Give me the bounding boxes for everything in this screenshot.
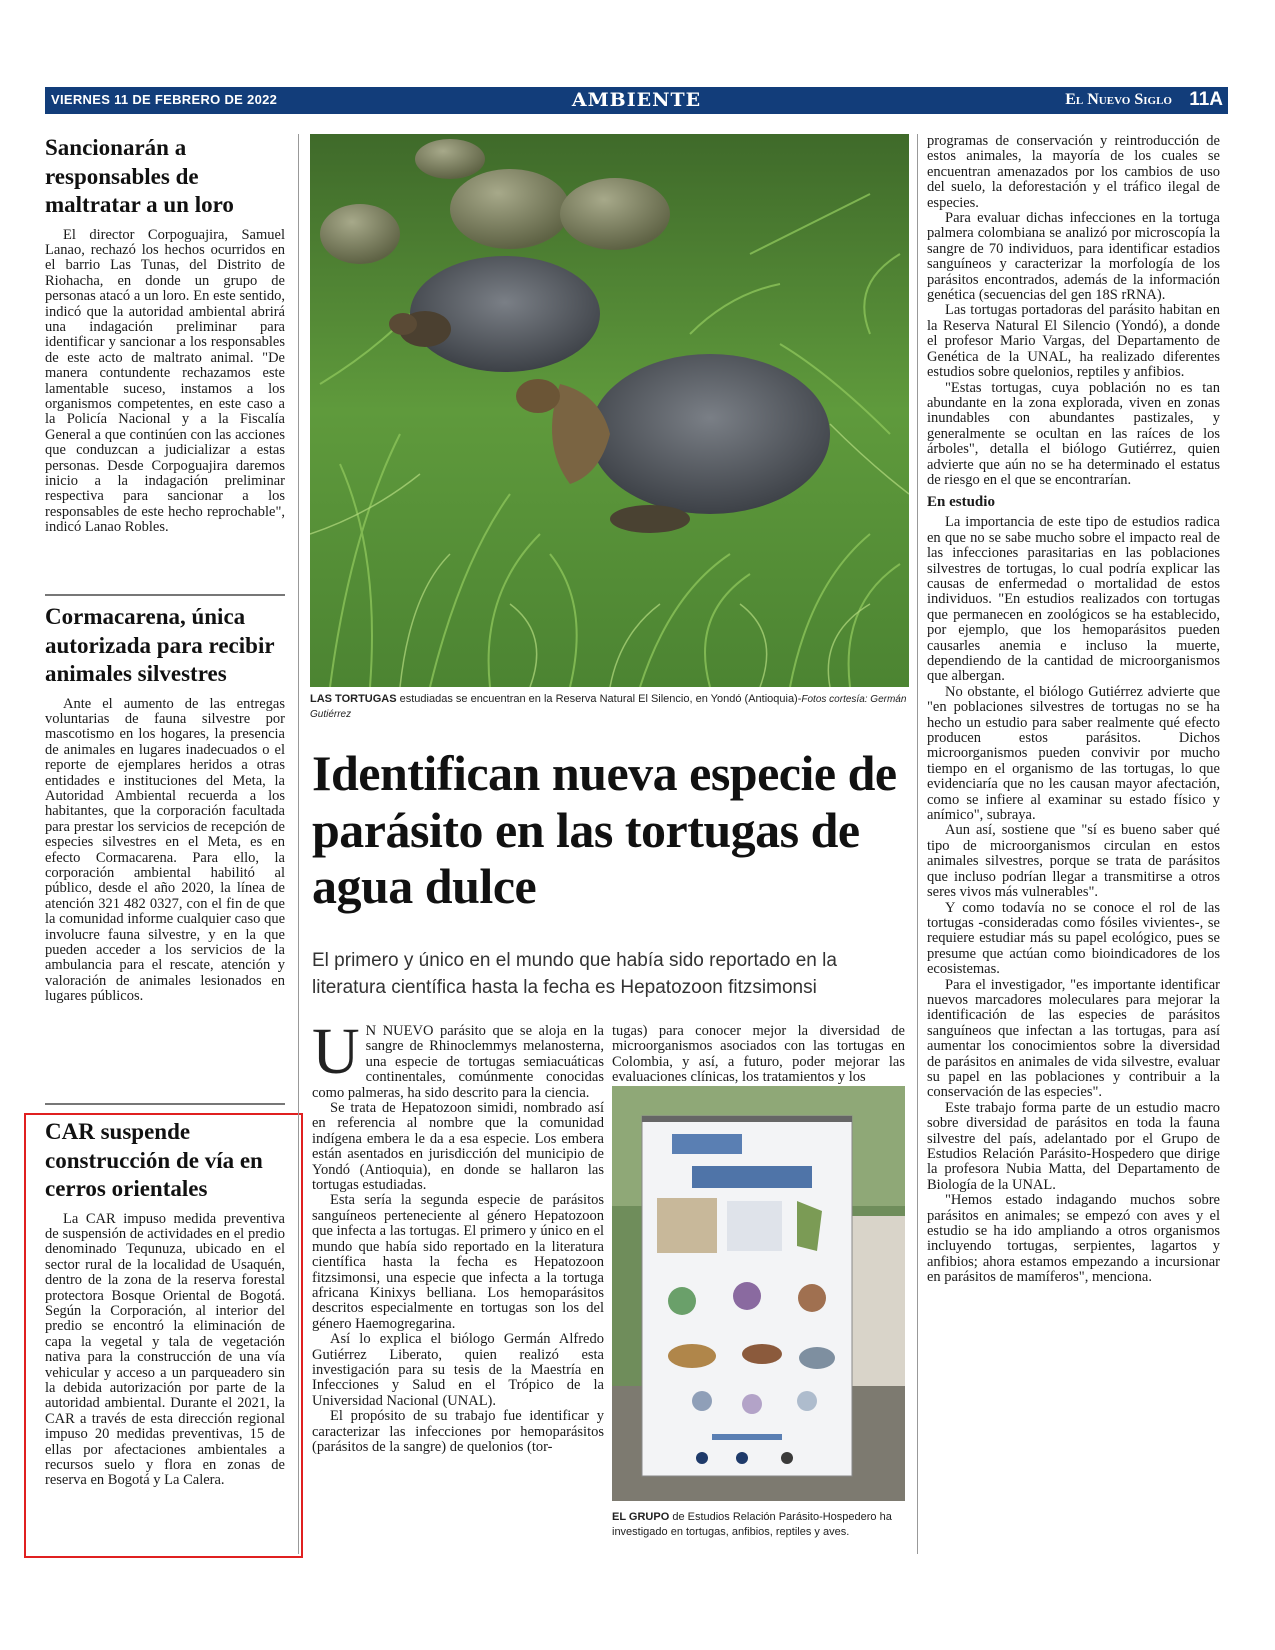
- article-paragraph: "Estas tortugas, cuya población no es tan abundante en la zona explorada, viven en zonas inundables con abundantes pastizales, y generalmente se ocultan en las raíces de los árboles", detalla el biólogo Gutiérrez, quien advierte que aún no se ha determinado el estatus de riesgo en el que se encontrarían.: [927, 379, 1220, 488]
- page-header: [45, 87, 1228, 114]
- article-paragraph: Para el investigador, "es importante identificar nuevos marcadores moleculares para mejorar la identificación de las especies de parásitos sanguíneos que infectan a las tortugas, para así aumentar los conocimientos sobre la diversidad de parásitos en animales de vida silvestre, evaluar su papel en las poblaciones y contribuir a la conservación de las especies".: [927, 976, 1220, 1101]
- column-divider: [917, 134, 918, 1554]
- group-photo: [612, 1086, 905, 1501]
- article-paragraph: El propósito de su trabajo fue identificar y caracterizar las infecciones por hemoparásitos (parásitos de la sangre) de quelonios (tor-: [312, 1408, 604, 1455]
- brief-title: CAR suspende construcción de vía en cerros orientales: [45, 1119, 263, 1201]
- newspaper-name: El Nuevo Siglo: [1065, 91, 1172, 108]
- highlight-frame: [24, 1113, 303, 1558]
- article-paragraph: Las tortugas portadoras del parásito habitan en la Reserva Natural El Silencio (Yondó), a donde el profesor Mario Vargas, del Departamento de Genética de la UNAL, ha realizado diferentes estudios sobre quelonios, reptiles y anfibios.: [927, 302, 1220, 381]
- column-divider: [298, 134, 299, 1554]
- divider: [45, 594, 285, 596]
- article-column-2: [612, 1024, 905, 1086]
- page-number: 11A: [1189, 89, 1223, 110]
- article-paragraph: Aun así, sostiene que "sí es bueno saber qué tipo de microorganismos circulan en estos animales silvestres, porque se trata de parásitos que incluso podrían llegar a transmitirse a otros seres vivos más vulnerables".: [927, 822, 1220, 901]
- turtles-photo: [310, 134, 909, 687]
- main-photo-caption: [310, 692, 910, 722]
- article-column-3: [927, 134, 1220, 1286]
- group-photo-caption: [612, 1510, 904, 1540]
- caption-credit: Fotos cortesía: Germán Gutiérrez: [310, 694, 907, 720]
- caption-lead: LAS TORTUGAS: [310, 693, 397, 705]
- lead-text: N NUEVO parásito que se aloja en la sangre de Rhinoclemmys melanosterna, una especie de tortugas semiacuáticas continentales, comúnmente conocidas como palmeras, ha sido descrito para la ciencia.: [312, 1023, 604, 1101]
- article-paragraph: [312, 1015, 604, 1101]
- article-headline: Identifican nueva especie de parásito en las tortugas de agua dulce: [312, 745, 897, 914]
- article-paragraph: Y como todavía no se conoce el rol de las tortugas -consideradas como fósiles vivientes-, se requiere estudiar más su papel ecológico, pues se presume que actúan como bioindicadores de los ecosistemas.: [927, 899, 1220, 978]
- brief-body: Ante el aumento de las entregas voluntarias de fauna silvestre por mascotismo en los hogares, la presencia de animales en lugares inadecuados o el reporte de ejemplares heridos a otras entidades e instituciones del Meta, la Autoridad Ambiental recuerda a los habitantes, que la corporación facultada para prestar los servicios de recepción de especies silvestres en el Meta, es en efecto Cormacarena. Para ello, la corporación ambiental habilitó al público, desde el año 2020, la línea de atención 321 482 0327, con el fin de que la comunidad informe cualquier caso que involucre fauna silvestre, y en la que pueden acceder a los servicios de la ambulancia para el rescate, atención y valoración de animales lesionados en lugares públicos.: [45, 695, 285, 1005]
- article-paragraph: La importancia de este tipo de estudios radica en que no se sabe mucho sobre el impacto real de las infecciones parasitarias en las poblaciones silvestres de tortugas, lo cual podría explicar las causas de enfermedad o mortalidad de estos individuos. "En estudios realizados con tortugas que permanecen en zoológicos se ha establecido, por ejemplo, que los hemoparásitos pueden causarles anemia e incluso la muerte, dependiendo de la cantidad de microorganismos que albergan.: [927, 514, 1220, 685]
- turtles-illustration: [310, 134, 909, 687]
- poster-illustration: [612, 1086, 905, 1501]
- caption-text: estudiadas se encuentran en la Reserva Natural El Silencio, en Yondó (Antioquia)-: [396, 693, 802, 705]
- drop-cap: U: [312, 1015, 360, 1088]
- article-paragraph: Para evaluar dichas infecciones en la tortuga palmera colombiana se analizó por microscopía la sangre de 70 individuos, para identificar estadios sanguíneos y caracterizar la morfología de los parásitos encontrados, además de la información genética (secuencias del gen 18S rRNA).: [927, 210, 1220, 304]
- brief-loro: [45, 134, 285, 536]
- article-paragraph: tugas) para conocer mejor la diversidad de microorganismos asociados con las tortugas en Colombia, y así, a futuro, poder mejorar las evaluaciones clínicas, los tratamientos y los: [612, 1023, 905, 1086]
- section-subtitle: En estudio: [927, 494, 995, 511]
- brief-body: La CAR impuso medida preventiva de suspensión de actividades en el predio denominado Tequnuza, ubicado en el sector rural de la localidad de Usaquén, dentro de la zona de la reserva forestal protectora Bosque Oriental de Bogotá. Según la Corporación, al interior del predio se encontró la eliminación de capa la vegetal y tala de vegetación nativa para la construcción de una vía vehicular y acceso a un parqueadero sin la debida autorización por parte de la autoridad ambiental. Durante el 2021, la CAR a través de esta dirección regional impuso 20 medidas preventivas, 15 de ellas por afectaciones ambientales a recursos suelo y flora en zonas de reserva en Bogotá y La Calera.: [45, 1210, 285, 1489]
- brief-cormacarena: [45, 603, 285, 1005]
- brief-body: El director Corpoguajira, Samuel Lanao, rechazó los hechos ocurridos en el barrio Las Tunas, del Distrito de Riohacha, en donde un grupo de personas atacó a un loro. En este sentido, indicó que la autoridad ambiental abrirá una indagación preliminar para identificar y sancionar a los responsables de este acto de maltrato animal. "De manera contundente rechazamos este lamentable suceso, instamos a los organismos competentes, en este caso a la Policía Nacional y a la Fiscalía General a que continúen con las acciones que conduzcan a judicializar a estas personas. Desde Corpoguajira daremos inicio a la indagación preliminar respectiva para sancionar a los responsables de este hecho reprochable", indicó Lanao Robles.: [45, 226, 285, 536]
- brief-title: Sancionarán a responsables de maltratar a un loro: [45, 135, 234, 217]
- divider: [45, 1103, 285, 1105]
- caption-text: de Estudios Relación Parásito-Hospedero ha investigado en tortugas, anfibios, reptiles y aves.: [612, 1511, 892, 1538]
- brief-title: Cormacarena, única autorizada para recibir animales silvestres: [45, 604, 275, 686]
- article-paragraph: Este trabajo forma parte de un estudio macro sobre diversidad de parásitos en toda la fauna silvestre del país, adelantado por el Grupo de Estudios Relación Parásito-Hospedero que dirige la profesora Nubia Matta, del Departamento de Biología de la UNAL.: [927, 1099, 1220, 1193]
- caption-lead: EL GRUPO: [612, 1511, 670, 1523]
- article-paragraph: No obstante, el biólogo Gutiérrez advierte que "en poblaciones silvestres de tortugas no se ha hecho un estudio para saber realmente qué efecto producen estos parásitos. Dichos microorganismos pueden convivir por mucho tiempo en el organismo de las tortugas, lo que evidenciaría que no les causan mayor afectación, como se infiere al examinar su estado físico y anímico", subraya.: [927, 683, 1220, 824]
- article-paragraph: Esta sería la segunda especie de parásitos sanguíneos perteneciente al género Hepatozoon que infecta a las tortugas. El primero y único en el mundo que había sido reportado en la literatura científica hasta la fecha es Hepatozoon fitzsimonsi, una especie que infecta a la tortuga africana Kinixys belliana. Los hemoparásitos descritos especialmente en tortugas son los del género Haemogregarina.: [312, 1192, 604, 1332]
- article-subhead: El primero y único en el mundo que había sido reportado en la literatura científica hasta la fecha es Hepatozoon fitzsimonsi: [312, 950, 837, 998]
- issue-date: VIERNES 11 DE FEBRERO DE 2022: [51, 92, 278, 107]
- article-paragraph: programas de conservación y reintroducción de estos animales, la mayoría de los cuales se encuentran amenazados por los cambios de uso del suelo, la deforestación y el tráfico ilegal de especies.: [927, 133, 1220, 211]
- article-paragraph: Así lo explica el biólogo Germán Alfredo Gutiérrez Liberato, quien realizó esta investigación para su tesis de la Maestría en Infecciones y Salud en el Trópico de la Universidad Nacional (UNAL).: [312, 1331, 604, 1409]
- article-paragraph: Se trata de Hepatozoon simidi, nombrado así en referencia al nombre que la comunidad indígena embera le da a esa especie. Los embera están asentados en jurisdicción del municipio de Yondó (Antioquia), en donde se hallaron las tortugas estudiadas.: [312, 1100, 604, 1194]
- section-title: AMBIENTE: [571, 89, 702, 111]
- article-column-1: [312, 1015, 604, 1455]
- article-paragraph: "Hemos estado indagando muchos sobre parásitos en animales; se empezó con aves y el estudio se ha ido ampliando a otros organismos incluyendo tortugas, serpientes, lagartos y anfibios; ahora estamos empezando a incursionar en parásitos de mamíferos", menciona.: [927, 1192, 1220, 1286]
